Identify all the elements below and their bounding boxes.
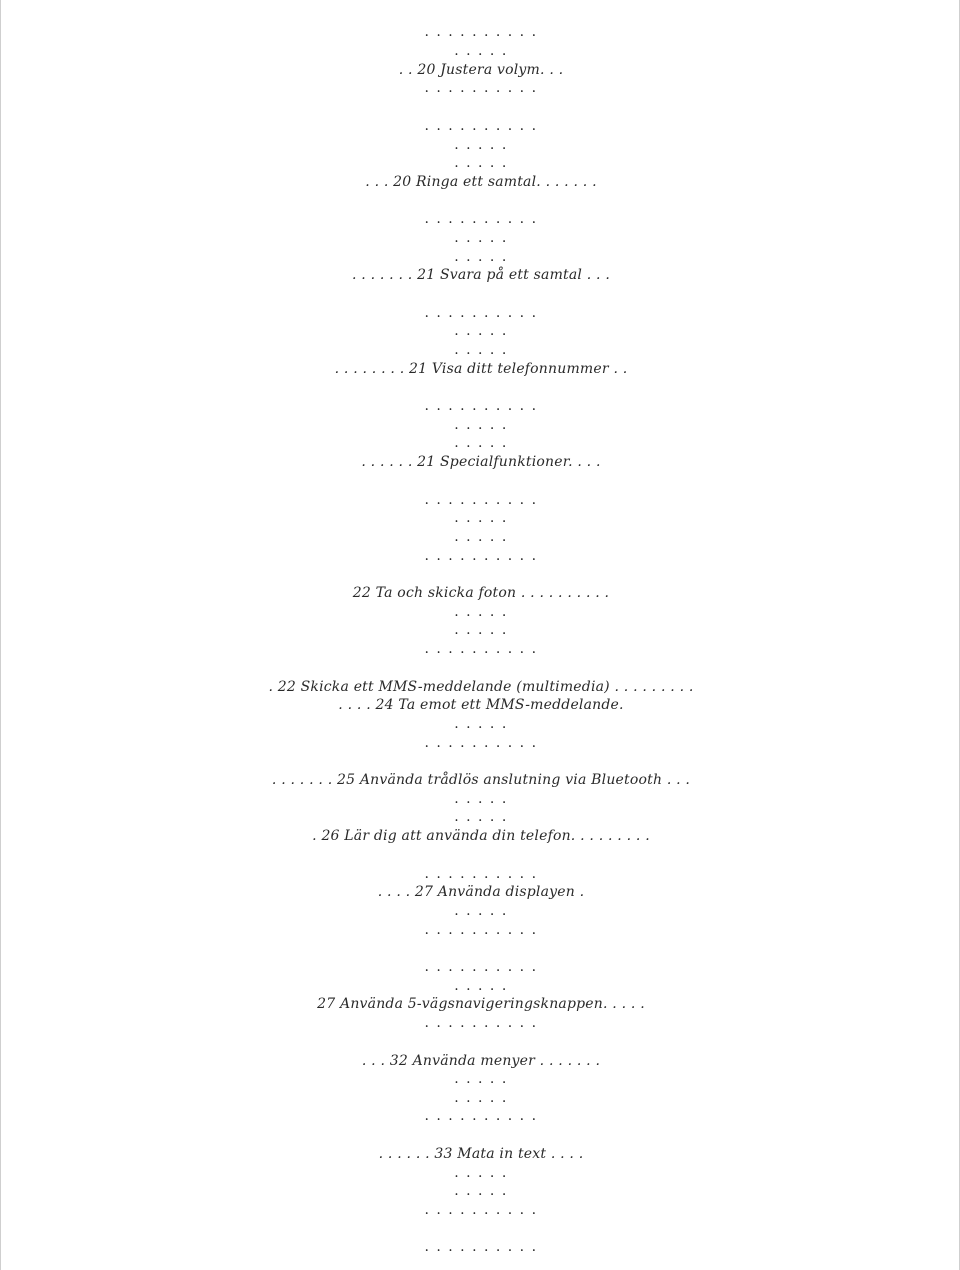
toc-dot-leader: . . . . . — [454, 342, 508, 358]
toc-dot-leader: . . . . . . . . . . — [424, 866, 538, 882]
toc-entry-skicka-ett-mms: . 22 Skicka ett MMS-meddelande (multimedia) . . . . . . . . . — [268, 679, 694, 695]
toc-dot-leader: . . . . . — [454, 809, 508, 825]
toc-dot-leader: . . . . . . . . . . — [424, 922, 538, 938]
toc-dot-leader: . . . . . — [454, 903, 508, 919]
toc-dot-leader: . . . . . — [454, 43, 508, 59]
toc-entry-ta-och-skicka-foton: 22 Ta och skicka foton . . . . . . . . . . — [352, 585, 610, 601]
toc-entry-ringa-ett-samtal: . . . 20 Ringa ett samtal. . . . . . . — [365, 174, 597, 190]
toc-dot-leader: . . . . . . . . . . — [424, 959, 538, 975]
toc-entry-lar-dig-att-anvanda: . 26 Lär dig att använda din telefon. . . . . . . . . — [312, 828, 650, 844]
toc-dot-leader: . . . . . — [454, 230, 508, 246]
toc-entry-visa-ditt-telefonnummer: . . . . . . . . 21 Visa ditt telefonnummer . . — [334, 361, 628, 377]
toc-entry-ta-emot-ett-mms: . . . . 24 Ta emot ett MMS-meddelande. — [338, 697, 624, 713]
toc-entry-anvanda-displayen: . . . . 27 Använda displayen . — [377, 884, 585, 900]
toc-dot-leader: . . . . . . . . . . — [424, 641, 538, 657]
toc-dot-leader: . . . . . . . . . . — [424, 398, 538, 414]
toc-dot-leader: . . . . . . . . . . — [424, 305, 538, 321]
toc-dot-leader: . . . . . — [454, 529, 508, 545]
toc-dot-leader: . . . . . — [454, 978, 508, 994]
toc-dot-leader: . . . . . — [454, 1090, 508, 1106]
toc-dot-leader: . . . . . . . . . . — [424, 211, 538, 227]
toc-dot-leader: . . . . . — [454, 510, 508, 526]
toc-entry-navigeringsknappen: 27 Använda 5-vägsnavigeringsknappen. . . . . — [317, 996, 645, 1012]
toc-entry-justera-volym: . . 20 Justera volym. . . — [398, 62, 564, 78]
toc-dot-leader: . . . . . . . . . . — [424, 1202, 538, 1218]
toc-dot-leader: . . . . . — [454, 323, 508, 339]
toc-entry-bluetooth: . . . . . . . 25 Använda trådlös anslutning via Bluetooth . . . — [271, 772, 691, 788]
toc-dot-leader: . . . . . — [454, 137, 508, 153]
toc-dot-leader: . . . . . . . . . . — [424, 548, 538, 564]
toc-dot-leader: . . . . . — [454, 791, 508, 807]
toc-dot-leader: . . . . . . . . . . — [424, 492, 538, 508]
toc-dot-leader: . . . . . . . . . . — [424, 80, 538, 96]
toc-dot-leader: . . . . . . . . . . — [424, 24, 538, 40]
toc-dot-leader: . . . . . — [454, 1071, 508, 1087]
toc-entry-anvanda-menyer: . . . 32 Använda menyer . . . . . . . — [361, 1053, 601, 1069]
toc-dot-leader: . . . . . — [454, 604, 508, 620]
toc-entry-mata-in-text: . . . . . . 33 Mata in text . . . . — [378, 1146, 584, 1162]
toc-dot-leader: . . . . . — [454, 1183, 508, 1199]
toc-entry-specialfunktioner: . . . . . . 21 Specialfunktioner. . . . — [361, 454, 601, 470]
toc-dot-leader: . . . . . — [454, 435, 508, 451]
toc-entry-svara-pa-ett-samtal: . . . . . . . 21 Svara på ett samtal . . . — [351, 267, 610, 283]
toc-dot-leader: . . . . . . . . . . — [424, 1015, 538, 1031]
toc-dot-leader: . . . . . . . . . . — [424, 735, 538, 751]
toc-dot-leader: . . . . . — [454, 249, 508, 265]
toc-dot-leader: . . . . . . . . . . — [424, 1108, 538, 1124]
toc-dot-leader: . . . . . — [454, 417, 508, 433]
toc-dot-leader: . . . . . — [454, 1165, 508, 1181]
toc-dot-leader: . . . . . . . . . . — [424, 1239, 538, 1255]
toc-dot-leader: . . . . . . . . . . — [424, 118, 538, 134]
toc-dot-leader: . . . . . — [454, 155, 508, 171]
toc-dot-leader: . . . . . — [454, 622, 508, 638]
toc-dot-leader: . . . . . — [454, 716, 508, 732]
